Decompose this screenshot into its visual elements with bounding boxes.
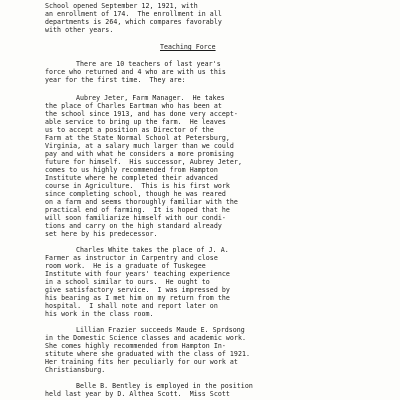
paragraph-line: room work. He is a graduate of Tuskegee	[45, 262, 206, 270]
paragraph-line: Virginia, at a salary much larger than we could	[45, 142, 234, 150]
paragraph-line: stitute where she graduated with the class of 1921.	[45, 350, 251, 358]
paragraph-line: Her training fits her peculiarly for our work at	[45, 358, 238, 366]
intro-line: with other years.	[45, 26, 114, 34]
paragraph-line: his work in the class room.	[45, 310, 154, 318]
paragraph-line: Christiansburg.	[45, 366, 106, 374]
paragraph-line: his bearing as I met him on my return from the	[45, 294, 230, 302]
paragraph-line: Lillian Frazier succeeds Maude E. Sprdsong	[76, 326, 245, 334]
paragraph-line: Farmer as instructor in Carpentry and close	[45, 254, 218, 262]
paragraph-line: Institute where he completed their advanced	[45, 174, 218, 182]
paragraph-line: comes to us highly recommended from Hampton	[45, 166, 218, 174]
intro-line: School opened September 12, 1921, with	[45, 2, 198, 10]
paragraph-line: practical end of farming. It is hoped that he	[45, 206, 230, 214]
paragraph-line: held last year by D. Althea Scott. Miss Scott	[45, 390, 230, 398]
section-heading: Teaching Force	[160, 43, 216, 51]
paragraph-line: since completing school, though he was reared	[45, 190, 226, 198]
paragraph-line: the school since 1913, and has done very accept-	[45, 110, 238, 118]
intro-line: departments is 264, which compares favorably	[45, 18, 222, 26]
paragraph-line: in the Domestic Science classes and academic work.	[45, 334, 246, 342]
paragraph-line: on a farm and seems thoroughly familiar with the	[45, 198, 238, 206]
paragraph-line: tions and carry on the high standard already	[45, 222, 222, 230]
paragraph-line: will soon familiarize himself with our condi-	[45, 214, 226, 222]
paragraph-line: able service to bring up the farm. He leaves	[45, 118, 226, 126]
paragraph-line: Charles White takes the place of J. A.	[76, 246, 229, 254]
paragraph-line: Belle B. Bentley is employed in the position	[76, 382, 253, 390]
paragraph-line: force who returned and 4 who are with us this	[45, 68, 226, 76]
paragraph-line: set here by his predecessor.	[45, 230, 158, 238]
paragraph-line: course in Agriculture. This is his first work	[45, 182, 230, 190]
paragraph-line: the place of Charles Eartman who has been at	[45, 102, 222, 110]
paragraph-line: There are 10 teachers of last year's	[76, 60, 221, 68]
paragraph-line: give satisfactory service. I was impressed by	[45, 286, 230, 294]
paragraph-line: Farm at the State Normal School at Petersburg,	[45, 134, 230, 142]
paragraph-line: year for the first time. They are:	[45, 76, 186, 84]
paragraph-line: hospital. I shall note and report later on	[45, 302, 218, 310]
paragraph-line: Institute with four years' teaching experience	[45, 270, 230, 278]
paragraph-line: She comes highly recommended from Hampton In-	[45, 342, 226, 350]
paragraph-line: in a school similar to ours. He ought to	[45, 278, 210, 286]
paragraph-line: pay and with what he considers a more promising	[45, 150, 234, 158]
intro-line: an enrollment of 174. The enrollment in all	[45, 10, 222, 18]
paragraph-line: us to accept a position as Director of the	[45, 126, 214, 134]
paragraph-line: future for himself. His successor, Aubrey Jeter,	[45, 158, 242, 166]
paragraph-line: Aubrey Jeter, Farm Manager. He takes	[76, 94, 225, 102]
